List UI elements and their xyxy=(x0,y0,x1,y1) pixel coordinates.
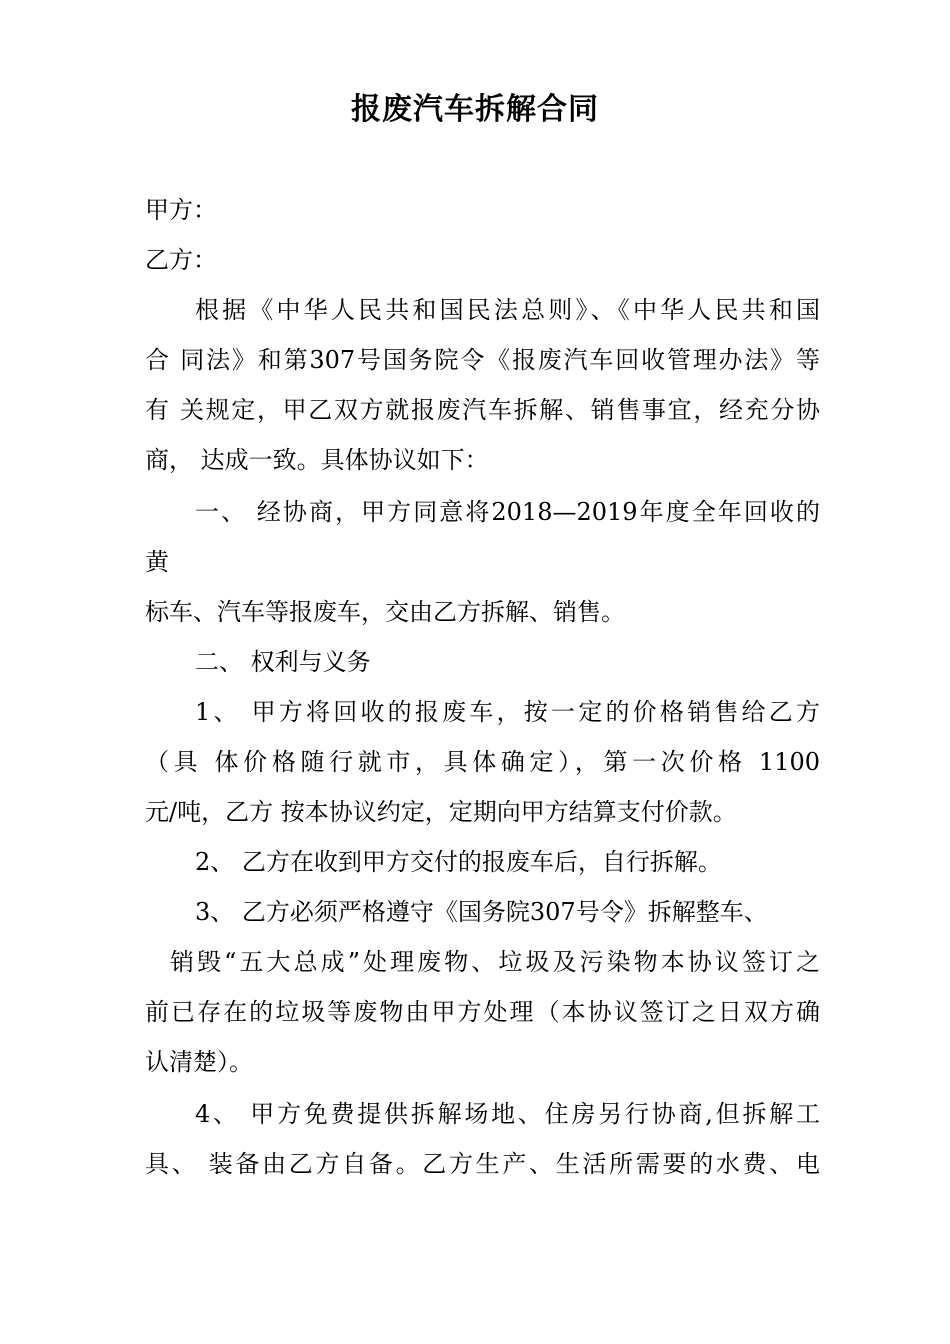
document-title: 报废汽车拆解合同 xyxy=(351,92,599,127)
clause-line: （具 体价格随行就市，具体确定），第一次价格 1100 xyxy=(145,748,820,776)
clause-line: 黄 xyxy=(145,548,169,576)
clause-line: 3、 乙方必须严格遵守《国务院307号令》拆解整车、 xyxy=(195,898,768,926)
party-a-label: 甲方： xyxy=(145,196,217,224)
clause-line: 前已存在的垃圾等废物由甲方处理（本协议签订之日双方确 xyxy=(145,998,820,1026)
clause-line: 销毁“五大总成”处理废物、垃圾及污染物本协议签订之 xyxy=(170,948,820,976)
clause-line: 标车、汽车等报废车，交由乙方拆解、销售。 xyxy=(145,598,625,626)
clause-line: 2、 乙方在收到甲方交付的报废车后，自行拆解。 xyxy=(195,848,722,876)
section-heading: 二、 权利与义务 xyxy=(195,648,371,676)
clause-line: 1、 甲方将回收的报废车，按一定的价格销售给乙方 xyxy=(195,698,820,726)
paragraph-line: 根据《中华人民共和国民法总则》、《中华人民共和国 xyxy=(195,296,820,324)
clause-line: 具、 装备由乙方自备。乙方生产、生活所需要的水费、电 xyxy=(145,1150,820,1178)
party-b-label: 乙方： xyxy=(145,246,217,274)
paragraph-line: 有 关规定，甲乙双方就报废汽车拆解、销售事宜，经充分协 xyxy=(145,396,820,424)
paragraph-line: 合 同法》和第307号国务院令《报废汽车回收管理办法》等 xyxy=(145,346,820,374)
clause-line: 4、 甲方免费提供拆解场地、住房另行协商,但拆解工 xyxy=(195,1100,820,1128)
clause-line: 认清楚）。 xyxy=(145,1048,253,1076)
clause-line: 一、 经协商，甲方同意将2018—2019年度全年回收的 xyxy=(195,498,820,526)
clause-line: 元/吨，乙方 按本协议约定，定期向甲方结算支付价款。 xyxy=(145,798,737,826)
paragraph-line: 商， 达成一致。具体协议如下： xyxy=(145,446,489,474)
